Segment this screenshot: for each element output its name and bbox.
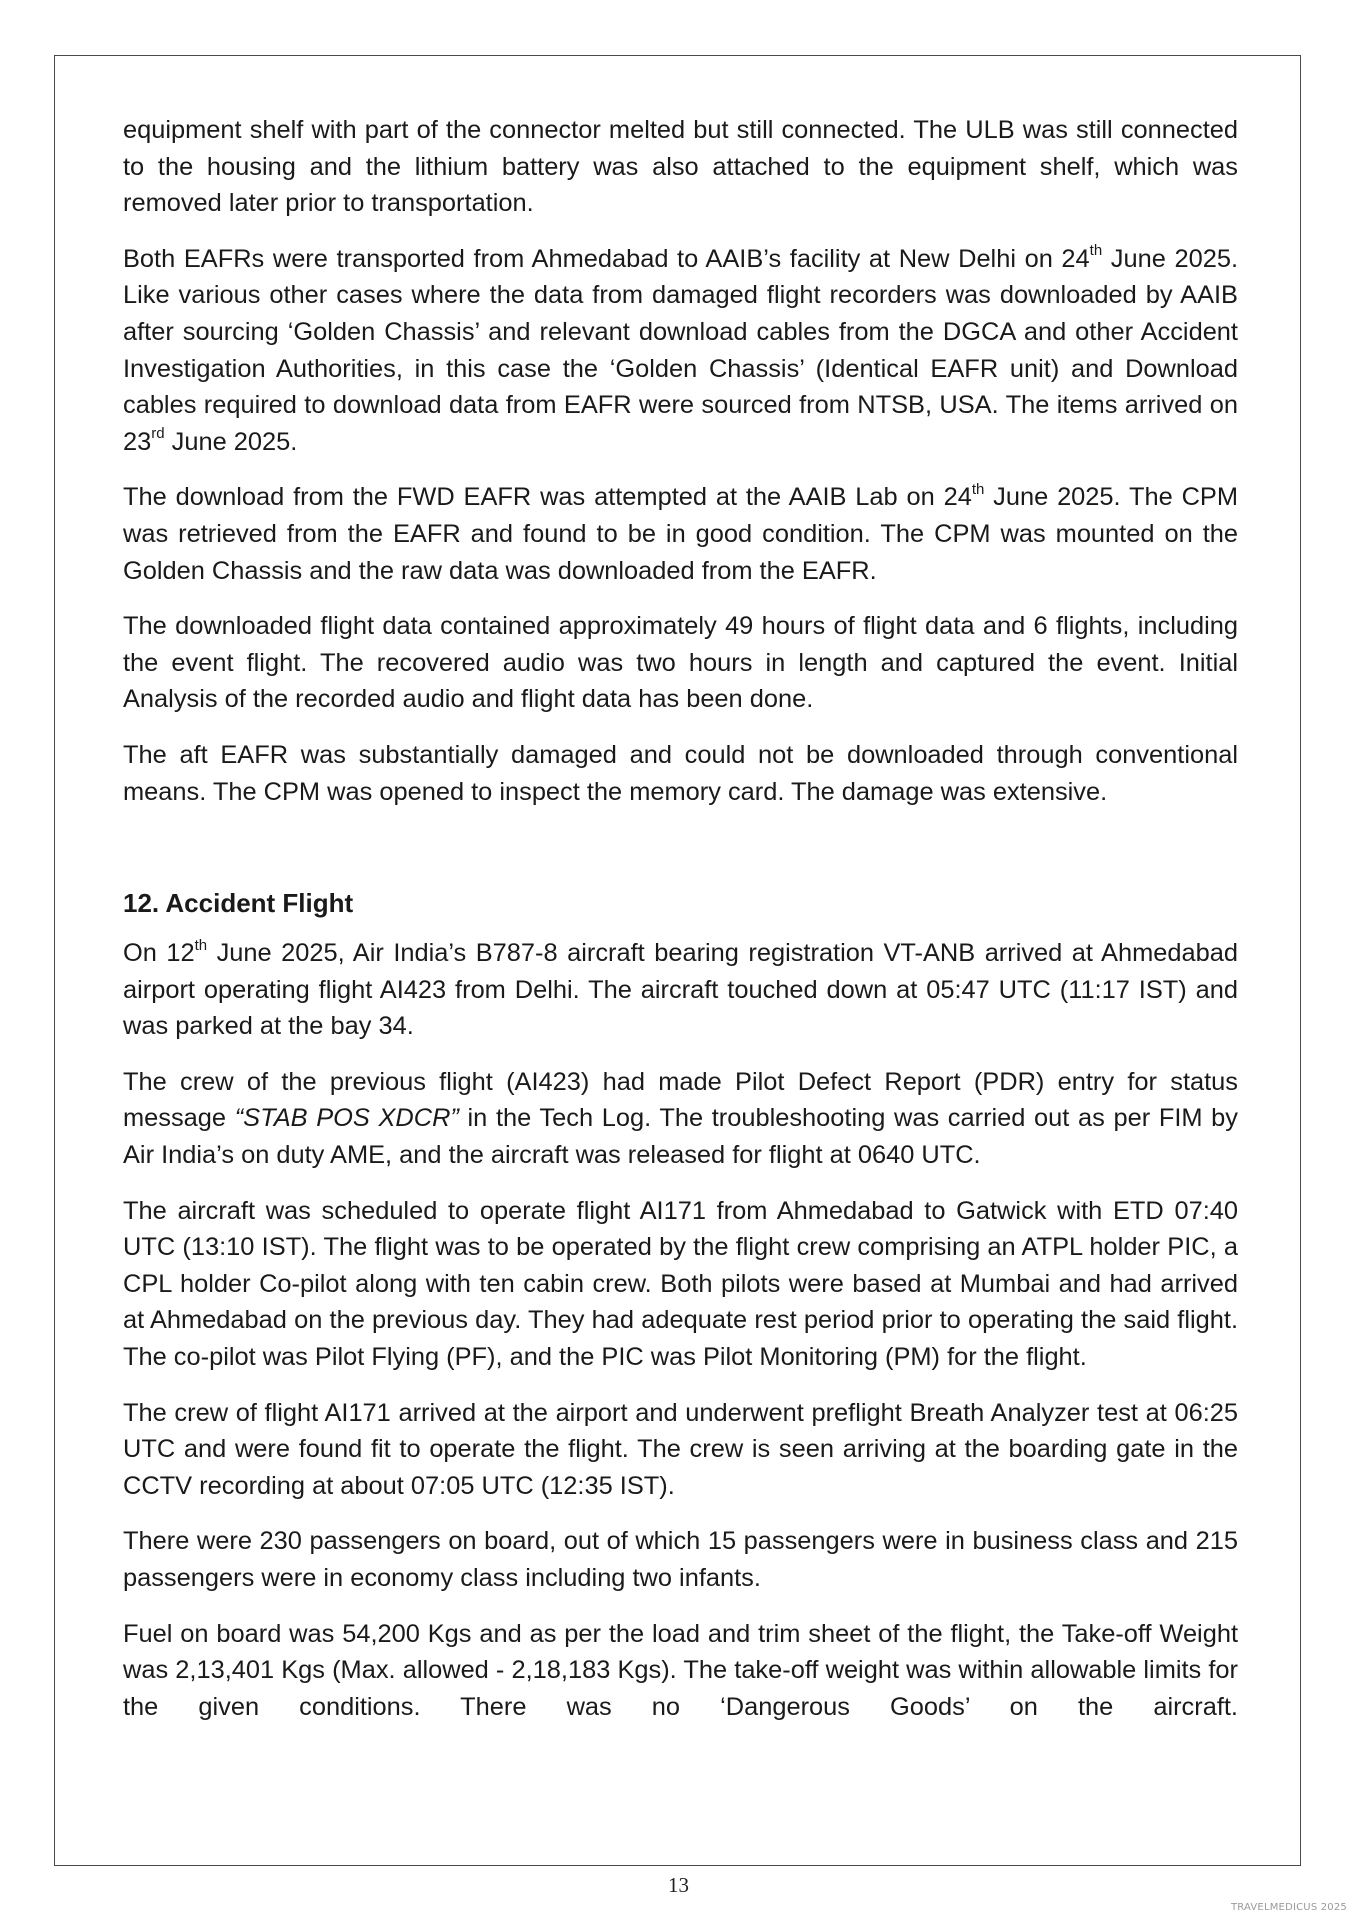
paragraph-text: June 2025, Air India’s B787-8 aircraft bearing registration VT-ANB arrived at Ahmedabad airport operating flight AI423 from Delhi. The aircraft touched down at 05:47 UTC (11:17 IST) and was parked at the bay 34.	[123, 939, 1238, 1041]
paragraph-aft-eafr-damage	[123, 737, 1238, 810]
paragraph-text: equipment shelf with part of the connector melted but still connected. The ULB was still connected to the housing and the lithium battery was also attached to the equipment shelf, which was removed later prior to transportation.	[123, 116, 1238, 218]
paragraph-passengers	[123, 1523, 1238, 1596]
paragraph-eafr-recovery	[123, 112, 1238, 222]
section-heading: 12. Accident Flight	[123, 888, 354, 919]
paragraph-text: The download from the FWD EAFR was attempted at the AAIB Lab on 24	[123, 483, 972, 512]
page-number: 13	[668, 1873, 689, 1897]
paragraph-text: The crew of flight AI171 arrived at the airport and underwent preflight Breath Analyzer test at 06:25 UTC and were found fit to operate the flight. The crew is seen arriving at the boarding gate in the CCTV recording at about 07:05 UTC (12:35 IST).	[123, 1398, 1238, 1500]
paragraph-defect-report	[123, 1064, 1238, 1174]
paragraph-eafr-transport	[123, 241, 1238, 461]
paragraph-preflight-test	[123, 1395, 1238, 1505]
paragraph-text: There were 230 passengers on board, out of which 15 passengers were in business class and 215 passengers were in economy class including two infants.	[123, 1527, 1238, 1592]
paragraph-flight-data-contents	[123, 608, 1238, 718]
paragraph-fuel-weight	[123, 1616, 1238, 1726]
ordinal-suffix: rd	[151, 425, 165, 443]
ordinal-suffix: th	[971, 480, 985, 498]
paragraph-text: The aft EAFR was substantially damaged and could not be downloaded through conventional means. The CPM was opened to inspect the memory card. The damage was extensive.	[123, 740, 1238, 806]
paragraph-text: On 12	[123, 939, 195, 968]
paragraph-text: The downloaded flight data contained approximately 49 hours of flight data and 6 flights, including the event flight. The recovered audio was two hours in length and captured the event. Initial Analysis of the recorded audio and flight data has been done.	[123, 612, 1238, 714]
document-body	[123, 112, 1238, 1744]
paragraph-text: The crew of the previous flight (AI423) had made Pilot Defect Report (PDR) entry for status message	[123, 1067, 1238, 1133]
paragraph-text: Both EAFRs were transported from Ahmedabad to AAIB’s facility at New Delhi on 24	[123, 244, 1090, 273]
paragraph-text: June 2025. The CPM was retrieved from the EAFR and found to be in good condition. The CPM was mounted on the Golden Chassis and the raw data was downloaded from the EAFR.	[123, 483, 1238, 585]
status-message-quote: “STAB POS XDCR”	[234, 1104, 459, 1133]
ordinal-suffix: th	[194, 936, 208, 954]
paragraph-arrival	[123, 935, 1238, 1045]
watermark: TRAVELMEDICUS 2025	[1230, 1902, 1347, 1913]
paragraph-text: in the Tech Log. The troubleshooting was carried out as per FIM by Air India’s on duty AME, and the aircraft was released for flight at 0640 UTC.	[123, 1104, 1238, 1170]
paragraph-text: The aircraft was scheduled to operate flight AI171 from Ahmedabad to Gatwick with ETD 07:40 UTC (13:10 IST). The flight was to be operated by the flight crew comprising an ATPL holder PIC, a CPL holder Co-pilot along with ten cabin crew. Both pilots were based at Mumbai and had arrived at Ahmedabad on the previous day. They had adequate rest period prior to operating the said flight. The co-pilot was Pilot Flying (PF), and the PIC was Pilot Monitoring (PM) for the flight.	[123, 1196, 1238, 1372]
section-spacer	[123, 829, 1238, 885]
paragraph-text: June 2025. Like various other cases where the data from damaged flight recorders was downloaded by AAIB after sourcing ‘Golden Chassis’ and relevant download cables from the DGCA and other Accident Investigation Authorities, in this case the ‘Golden Chassis’ (Identical EAFR unit) and Download cables required to download data from EAFR were sourced from NTSB, USA. The items arrived on 23	[123, 244, 1238, 456]
paragraph-text: Fuel on board was 54,200 Kgs and as per the load and trim sheet of the flight, the Take-off Weight was 2,13,401 Kgs (Max. allowed - 2,18,183 Kgs). The take-off weight was within allowable limits for the given conditions. There was no ‘Dangerous Goods’ on the aircraft.	[123, 1619, 1238, 1721]
paragraph-fwd-eafr-download	[123, 479, 1238, 589]
ordinal-suffix: th	[1089, 242, 1103, 260]
paragraph-crew-schedule	[123, 1193, 1238, 1376]
paragraph-text: June 2025.	[164, 427, 298, 456]
